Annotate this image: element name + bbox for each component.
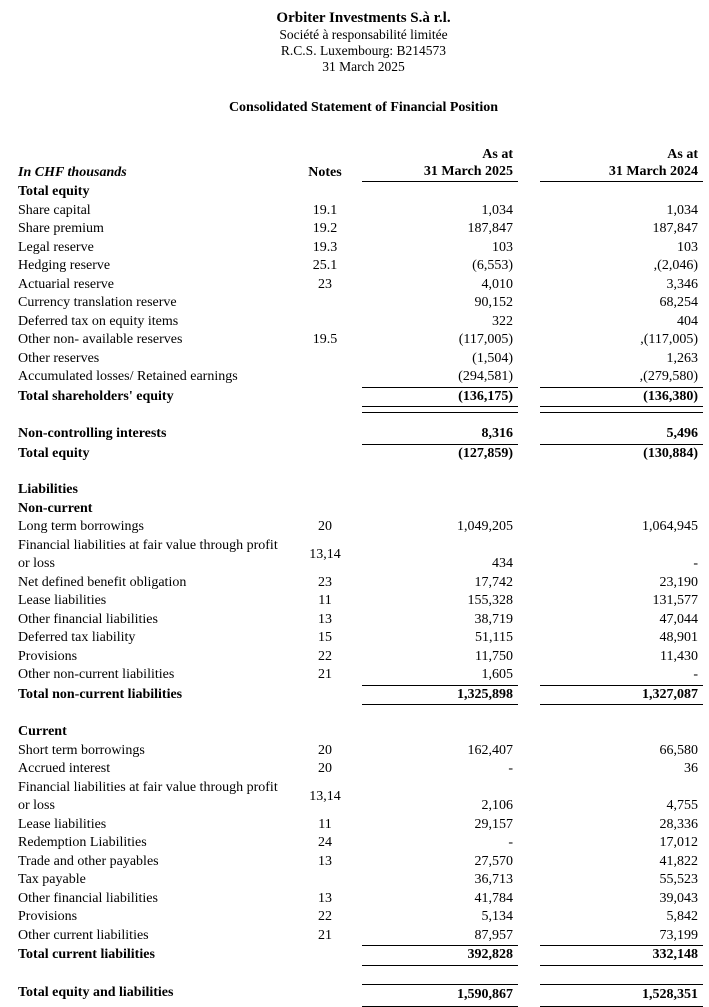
row-notes	[288, 984, 362, 1007]
row-notes: 20	[288, 760, 362, 779]
table-row	[18, 871, 703, 890]
table-row	[18, 853, 703, 872]
row-value-2024	[540, 481, 703, 500]
row-label: Lease liabilities	[18, 592, 288, 611]
table-row	[18, 388, 703, 408]
row-value-2025: 11,750	[362, 648, 518, 667]
row-value-2024: 28,336	[540, 816, 703, 835]
table-row	[18, 518, 703, 537]
row-value-2025: 90,152	[362, 294, 518, 313]
row-notes: 13	[288, 611, 362, 630]
row-label: Other non-current liabilities	[18, 666, 288, 686]
date-label-2024: 31 March 2024	[540, 163, 698, 180]
row-notes: 19.3	[288, 239, 362, 258]
row-value-2025: (117,005)	[362, 331, 518, 350]
row-value-2025: (6,553)	[362, 257, 518, 276]
row-label: Total equity	[18, 445, 288, 464]
table-row	[18, 350, 703, 369]
table-row	[18, 220, 703, 239]
row-value-2025: 162,407	[362, 742, 518, 761]
row-value-2025: 322	[362, 313, 518, 332]
date-label-2025: 31 March 2025	[362, 163, 513, 180]
row-label: Total equity	[18, 183, 288, 202]
table-row	[18, 984, 703, 1007]
row-value-2025: 38,719	[362, 611, 518, 630]
row-notes: 13,14	[288, 546, 362, 565]
row-value-2024: ,(279,580)	[540, 368, 703, 388]
table-row	[18, 816, 703, 835]
row-label: Deferred tax on equity items	[18, 313, 288, 332]
statement-table-body	[18, 183, 703, 1007]
row-value-2025: 41,784	[362, 890, 518, 909]
row-value-2024	[540, 183, 703, 202]
row-label: Non-current	[18, 500, 288, 519]
row-value-2024: 17,012	[540, 834, 703, 853]
row-value-2025: (127,859)	[362, 445, 518, 464]
table-row	[18, 481, 703, 500]
row-value-2024: 1,327,087	[540, 686, 703, 706]
table-row	[18, 742, 703, 761]
table-row	[18, 574, 703, 593]
row-value-2024	[540, 500, 703, 519]
table-row	[18, 331, 703, 350]
row-label: Accrued interest	[18, 760, 288, 779]
row-notes: 21	[288, 666, 362, 686]
row-notes	[288, 294, 362, 313]
row-notes	[288, 368, 362, 388]
row-notes	[288, 500, 362, 519]
row-value-2025: (1,504)	[362, 350, 518, 369]
row-notes: 11	[288, 816, 362, 835]
row-value-2025: 87,957	[362, 927, 518, 947]
column-header-label: In CHF thousands	[18, 164, 288, 183]
row-label: Other non- available reserves	[18, 331, 288, 350]
table-row	[18, 946, 703, 966]
row-notes	[288, 313, 362, 332]
row-value-2025	[362, 481, 518, 500]
rcs-number: R.C.S. Luxembourg: B214573	[18, 43, 709, 59]
row-value-2024: 5,842	[540, 908, 703, 927]
row-value-2024: 187,847	[540, 220, 703, 239]
row-label: Long term borrowings	[18, 518, 288, 537]
row-value-2024: 39,043	[540, 890, 703, 909]
row-value-2024: (136,380)	[540, 388, 703, 408]
as-at-label-2025: As at	[362, 146, 513, 163]
row-notes: 20	[288, 742, 362, 761]
row-label: Other reserves	[18, 350, 288, 369]
spacer-row	[18, 966, 703, 984]
row-value-2025: 1,605	[362, 666, 518, 686]
row-value-2024: (130,884)	[540, 445, 703, 464]
row-value-2024: 4,755	[540, 797, 703, 816]
row-value-2024: 1,263	[540, 350, 703, 369]
table-row	[18, 445, 703, 464]
row-value-2024: 332,148	[540, 946, 703, 966]
row-notes: 23	[288, 276, 362, 295]
row-label: Lease liabilities	[18, 816, 288, 835]
row-value-2024: 5,496	[540, 425, 703, 445]
row-value-2025	[362, 183, 518, 202]
row-value-2025: -	[362, 760, 518, 779]
row-value-2025: 155,328	[362, 592, 518, 611]
row-label: Deferred tax liability	[18, 629, 288, 648]
row-label: Short term borrowings	[18, 742, 288, 761]
row-value-2025: 1,049,205	[362, 518, 518, 537]
row-value-2025: -	[362, 834, 518, 853]
row-value-2025: 36,713	[362, 871, 518, 890]
row-notes: 24	[288, 834, 362, 853]
table-row	[18, 313, 703, 332]
table-row	[18, 239, 703, 258]
row-label: Other financial liabilities	[18, 611, 288, 630]
row-value-2025: 5,134	[362, 908, 518, 927]
table-row	[18, 629, 703, 648]
row-value-2024: -	[540, 555, 703, 574]
row-value-2024	[540, 723, 703, 742]
row-value-2025: 187,847	[362, 220, 518, 239]
column-header-notes: Notes	[288, 164, 362, 183]
row-value-2024: 66,580	[540, 742, 703, 761]
table-row	[18, 425, 703, 445]
row-notes	[288, 946, 362, 966]
row-label: Tax payable	[18, 871, 288, 890]
row-notes	[288, 723, 362, 742]
row-value-2024: 41,822	[540, 853, 703, 872]
table-row	[18, 666, 703, 686]
table-row	[18, 927, 703, 947]
row-value-2025: 8,316	[362, 425, 518, 445]
row-value-2025: 392,828	[362, 946, 518, 966]
row-value-2024: 36	[540, 760, 703, 779]
row-notes	[288, 686, 362, 706]
table-row	[18, 648, 703, 667]
company-name: Orbiter Investments S.à r.l.	[18, 10, 709, 27]
table-row	[18, 537, 703, 574]
row-notes	[288, 445, 362, 464]
row-value-2025: 51,115	[362, 629, 518, 648]
row-value-2024: 73,199	[540, 927, 703, 947]
row-label: Current	[18, 723, 288, 742]
row-value-2024: -	[540, 666, 703, 686]
row-label: Total shareholders' equity	[18, 388, 288, 408]
table-row	[18, 276, 703, 295]
row-value-2024: ,(2,046)	[540, 257, 703, 276]
row-label: Other financial liabilities	[18, 890, 288, 909]
row-value-2024: 103	[540, 239, 703, 258]
row-value-2024: ,(117,005)	[540, 331, 703, 350]
row-value-2025: 29,157	[362, 816, 518, 835]
row-value-2024: 23,190	[540, 574, 703, 593]
row-notes	[288, 183, 362, 202]
row-value-2025: 1,325,898	[362, 686, 518, 706]
row-label: Provisions	[18, 648, 288, 667]
statement-title: Consolidated Statement of Financial Position	[18, 99, 709, 116]
row-label: Total equity and liabilities	[18, 984, 288, 1007]
row-label: Provisions	[18, 908, 288, 927]
table-row	[18, 686, 703, 706]
row-notes: 23	[288, 574, 362, 593]
row-value-2024: 1,064,945	[540, 518, 703, 537]
row-notes: 25.1	[288, 257, 362, 276]
row-notes: 13	[288, 890, 362, 909]
row-label: Liabilities	[18, 481, 288, 500]
table-header-row	[18, 146, 703, 182]
row-value-2024: 404	[540, 313, 703, 332]
table-row	[18, 908, 703, 927]
table-row	[18, 500, 703, 519]
row-notes: 22	[288, 648, 362, 667]
row-notes	[288, 871, 362, 890]
row-value-2025: 434	[362, 555, 518, 574]
table-row	[18, 760, 703, 779]
row-value-2025: 2,106	[362, 797, 518, 816]
table-row	[18, 890, 703, 909]
row-notes	[288, 388, 362, 408]
row-value-2024: 48,901	[540, 629, 703, 648]
row-label: Non-controlling interests	[18, 425, 288, 445]
table-row	[18, 779, 703, 816]
row-label: Total current liabilities	[18, 946, 288, 966]
table-row	[18, 611, 703, 630]
row-label: Share capital	[18, 202, 288, 221]
row-notes	[288, 481, 362, 500]
row-value-2025: 4,010	[362, 276, 518, 295]
row-value-2024: 131,577	[540, 592, 703, 611]
table-row	[18, 202, 703, 221]
table-row	[18, 257, 703, 276]
row-label: Share premium	[18, 220, 288, 239]
column-header-2025	[362, 146, 518, 182]
row-value-2025: 17,742	[362, 574, 518, 593]
row-notes: 22	[288, 908, 362, 927]
statement-date: 31 March 2025	[18, 59, 709, 75]
row-notes: 20	[288, 518, 362, 537]
row-label: Net defined benefit obligation	[18, 574, 288, 593]
spacer-row	[18, 463, 703, 481]
row-notes: 15	[288, 629, 362, 648]
legal-form: Société à responsabilité limitée	[18, 27, 709, 43]
row-notes: 19.1	[288, 202, 362, 221]
row-value-2024: 1,034	[540, 202, 703, 221]
row-notes: 11	[288, 592, 362, 611]
row-label: Trade and other payables	[18, 853, 288, 872]
row-label: Financial liabilities at fair value through profit or loss	[18, 537, 288, 574]
row-value-2024: 55,523	[540, 871, 703, 890]
row-notes: 19.5	[288, 331, 362, 350]
table-row	[18, 294, 703, 313]
row-notes: 13	[288, 853, 362, 872]
table-row	[18, 183, 703, 202]
row-label: Redemption Liabilities	[18, 834, 288, 853]
table-row	[18, 592, 703, 611]
row-notes: 19.2	[288, 220, 362, 239]
row-label: Legal reserve	[18, 239, 288, 258]
row-value-2024: 3,346	[540, 276, 703, 295]
row-value-2025: 103	[362, 239, 518, 258]
table-row	[18, 834, 703, 853]
row-label: Total non-current liabilities	[18, 686, 288, 706]
column-header-2024	[540, 146, 703, 182]
table-row	[18, 368, 703, 388]
row-label: Accumulated losses/ Retained earnings	[18, 368, 288, 388]
row-notes: 21	[288, 927, 362, 947]
as-at-label-2024: As at	[540, 146, 698, 163]
row-value-2025	[362, 500, 518, 519]
row-value-2025: 1,590,867	[362, 984, 518, 1007]
row-label: Hedging reserve	[18, 257, 288, 276]
row-value-2025: (294,581)	[362, 368, 518, 388]
row-value-2024: 47,044	[540, 611, 703, 630]
row-value-2025	[362, 723, 518, 742]
row-notes	[288, 425, 362, 445]
row-label: Other current liabilities	[18, 927, 288, 947]
table-row	[18, 723, 703, 742]
row-value-2025: (136,175)	[362, 388, 518, 408]
row-value-2025: 1,034	[362, 202, 518, 221]
statement-table	[18, 146, 703, 1007]
row-value-2024: 11,430	[540, 648, 703, 667]
document-header	[18, 10, 709, 75]
row-notes: 13,14	[288, 788, 362, 807]
row-value-2024: 1,528,351	[540, 984, 703, 1007]
row-label: Currency translation reserve	[18, 294, 288, 313]
row-value-2024: 68,254	[540, 294, 703, 313]
row-value-2025: 27,570	[362, 853, 518, 872]
row-notes	[288, 350, 362, 369]
spacer-row	[18, 407, 703, 425]
row-label: Actuarial reserve	[18, 276, 288, 295]
row-label: Financial liabilities at fair value through profit or loss	[18, 779, 288, 816]
spacer-row	[18, 705, 703, 723]
